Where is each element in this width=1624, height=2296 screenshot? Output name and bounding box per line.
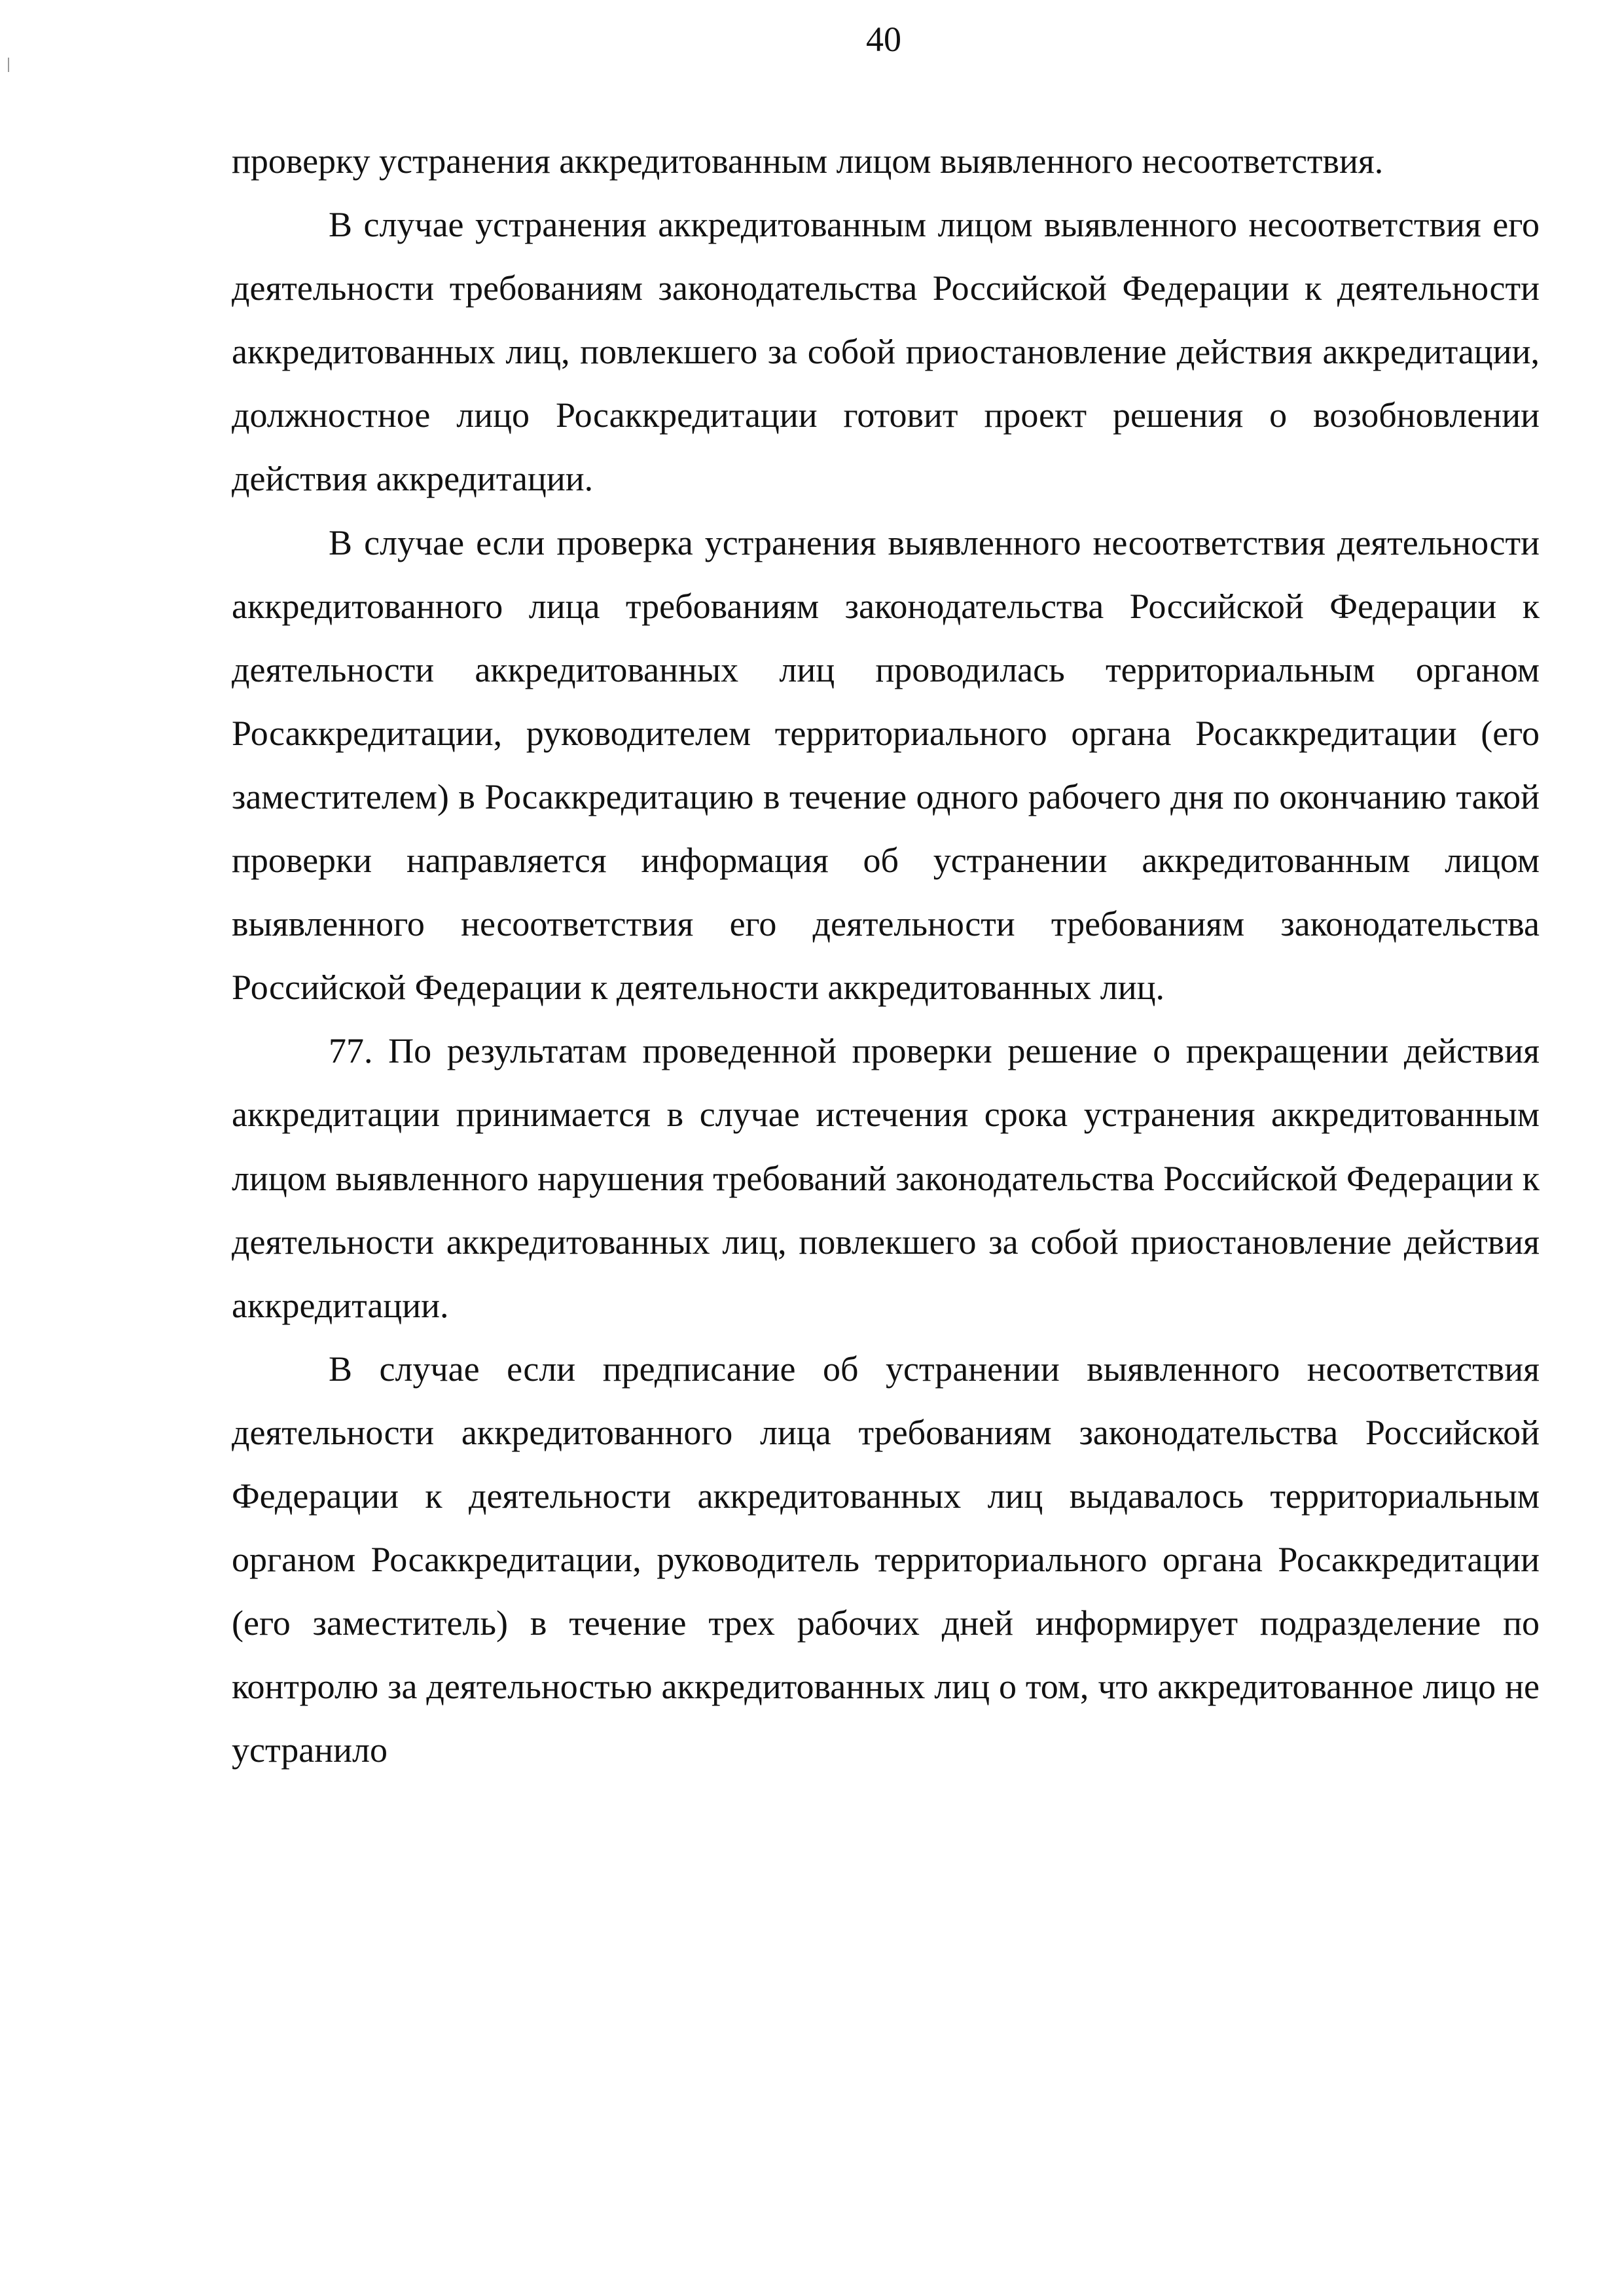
paragraph-5: В случае если предписание об устранении выявленного несоответствия деятельности аккредитованного лица требованиям законодательства Российской Федерации к деятельности аккредитованных лиц выдавалось территориальным органом Росаккредитации, руководитель территориального органа Росаккредитации (его заместитель) в течение трех рабочих дней информирует подразделение по контролю за деятельностью аккредитованных лиц о том, что аккредитованное лицо не устранило xyxy=(232,1349,1540,1770)
paragraph-77: 77. По результатам проведенной проверки решение о прекращении действия аккредитации принимается в случае истечения срока устранения аккредитованным лицом выявленного нарушения требований законодательства Российской Федерации к деятельности аккредитованных лиц, повлекшего за собой приостановление действия аккредитации. xyxy=(232,1031,1540,1325)
paragraph-1: проверку устранения аккредитованным лицом выявленного несоответствия. xyxy=(232,141,1384,181)
paragraph-3: В случае если проверка устранения выявленного несоответствия деятельности аккредитованного лица требованиям законодательства Российской Федерации к деятельности аккредитованных лиц проводилась территориальным органом Росаккредитации, руководителем территориального органа Росаккредитации (его заместителем) в Росаккредитацию в течение одного рабочего дня по окончанию такой проверки направляется информация об устранении аккредитованным лицом выявленного несоответствия его деятельности требованиям законодательства Российской Федерации к деятельности аккредитованных лиц. xyxy=(232,522,1540,1008)
document-body xyxy=(232,130,1540,1782)
page-number: 40 xyxy=(866,20,901,59)
paragraph-2: В случае устранения аккредитованным лицом выявленного несоответствия его деятельности требованиям законодательства Российской Федерации к деятельности аккредитованных лиц, повлекшего за собой приостановление действия аккредитации, должностное лицо Росаккредитации готовит проект решения о возобновлении действия аккредитации. xyxy=(232,205,1540,499)
